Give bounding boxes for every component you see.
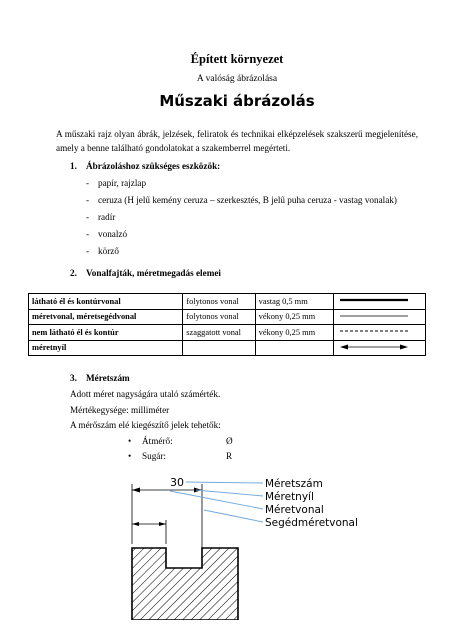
bullet-symbol: R (226, 451, 233, 461)
leader-line (170, 491, 263, 509)
line-types-table (28, 293, 426, 356)
table-row (29, 340, 426, 356)
list-item: - körző (86, 246, 119, 256)
section-2-number: 2. (70, 268, 77, 278)
dimensioning-diagram (120, 470, 410, 620)
section-3-text: Mértékegysége: milliméter (70, 405, 170, 415)
table-cell: vékony 0,25 mm (255, 309, 333, 325)
line-sample-thin (333, 309, 425, 325)
dimension-arrow (159, 522, 166, 526)
label-meretszam: Méretszám (265, 478, 323, 490)
table-cell: méretnyíl (29, 340, 183, 356)
table-cell: nem látható él és kontúr (29, 325, 183, 341)
section-2-title: Vonalfajták, méretmegadás elemei (86, 268, 221, 278)
table-cell: vastag 0,5 mm (255, 294, 333, 310)
document-subtitle: A valóság ábrázolása (196, 74, 278, 84)
dimension-number: 30 (170, 476, 184, 489)
list-item: - radír (86, 212, 116, 222)
table-cell: szaggatott vonal (183, 325, 255, 341)
intro-paragraph: A műszaki rajz olyan ábrák, jelzések, feliratok és technikai elképzelések szakszerű megjelenítése, amely a benne található gondolatokat a szakemberrel megérteti. (56, 129, 418, 153)
bullet-symbol: Ø (226, 436, 233, 446)
section-3-text: A mérőszám elé kiegészítő jelek tehetők: (70, 420, 221, 430)
leader-line (204, 510, 263, 522)
table-row (29, 294, 426, 310)
section-3-number: 3. (70, 373, 77, 383)
table-cell: látható él és kontúrvonal (29, 294, 183, 310)
section-1-heading (70, 161, 220, 171)
table-cell: folytonos vonal (183, 294, 255, 310)
table-cell: méretvonal, méretsegédvonal (29, 309, 183, 325)
leader-line (186, 482, 263, 483)
line-sample-dashed (333, 325, 425, 341)
table-row (29, 309, 426, 325)
table-cell (183, 340, 255, 356)
section-3-title: Méretszám (86, 373, 130, 383)
list-item: - vonalzó (86, 229, 128, 239)
list-item: - ceruza (H jelű kemény ceruza – szerkesztés, B jelű puha ceruza - vastag vonalak) (86, 195, 397, 205)
section-3-text: Adott méret nagyságára utaló számérték. (70, 389, 221, 399)
main-heading: Műszaki ábrázolás (159, 92, 315, 110)
section-1-title: Ábrázoláshoz szükséges eszközök: (86, 161, 221, 171)
line-sample-arrow (333, 340, 425, 356)
label-meretvonal: Méretvonal (265, 504, 324, 516)
leader-line (196, 490, 263, 496)
bullet-item: • (128, 451, 132, 461)
table-cell (255, 340, 333, 356)
table-row (29, 325, 426, 341)
list-item: - papír, rajzlap (86, 178, 147, 188)
line-sample-thick (333, 294, 425, 310)
section-1-number: 1. (70, 161, 77, 171)
label-meretnyil: Méretnyíl (265, 491, 314, 503)
document-title: Épített környezet (190, 52, 284, 66)
label-segedmeretvonal: Segédméretvonal (265, 517, 358, 529)
dimension-arrow (132, 522, 139, 526)
bullet-item: • (128, 436, 132, 446)
section-part (132, 548, 238, 620)
bullet-label: Sugár: (142, 451, 166, 461)
section-3-heading (70, 373, 130, 383)
table-cell: folytonos vonal (183, 309, 255, 325)
dimension-arrow (132, 488, 140, 493)
section-2-heading (70, 268, 221, 278)
bullet-label: Átmérő: (142, 436, 173, 446)
table-cell: vékony 0,25 mm (255, 325, 333, 341)
